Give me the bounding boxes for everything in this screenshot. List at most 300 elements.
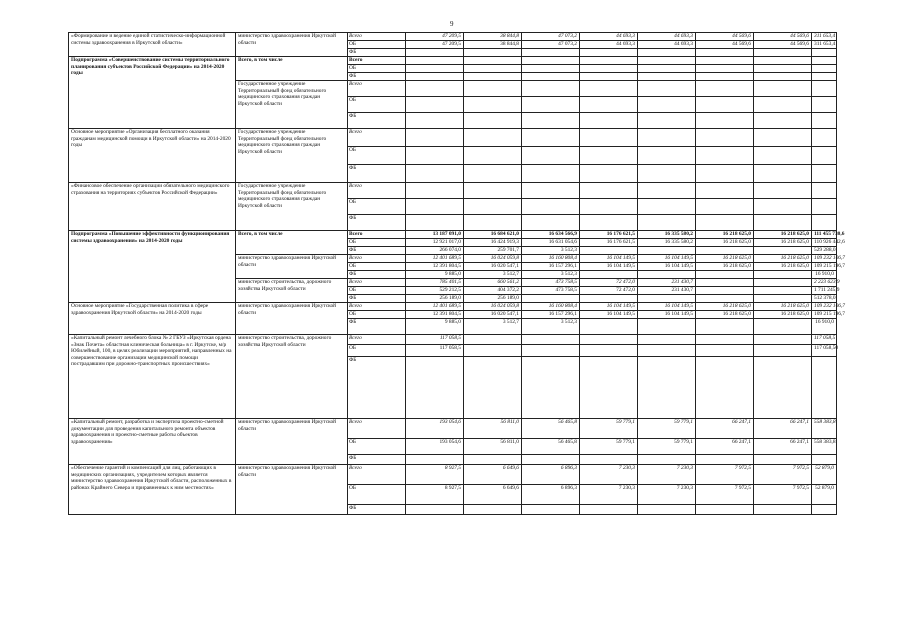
year-value-cell: 16 218 625,0: [696, 239, 754, 247]
year-value-cell: 44 569,6: [754, 41, 812, 49]
year-value-cell: [464, 455, 522, 465]
year-value-cell: 56 811,0: [464, 419, 522, 439]
year-value-cell: [580, 345, 638, 357]
year-value-cell: [522, 97, 580, 113]
budget-table: [68, 32, 845, 515]
year-value-cell: 16 218 625,0: [754, 263, 812, 271]
year-value-cell: [580, 335, 638, 345]
total-cell: 529 288,0: [812, 247, 837, 255]
year-value-cell: 12 391 804,5: [406, 311, 464, 319]
year-value-cell: [522, 57, 580, 65]
year-value-cell: 16 218 625,0: [754, 255, 812, 263]
year-value-cell: [696, 345, 754, 357]
year-value-cell: [406, 129, 464, 147]
activity-name: «Формирование и ведение единой статистическо-информационной системы здравоохранения в Иркутской области»: [69, 33, 236, 57]
year-value-cell: 8 927,5: [406, 465, 464, 485]
activity-name: «Капитальный ремонт, разработка и экспертиза проектно-сметной документации для проведения капитального ремонта объектов здравоохранения и проектно-сметные работы объектов здравоохранения»: [69, 419, 236, 465]
year-value-cell: [522, 505, 580, 515]
year-value-cell: [580, 215, 638, 231]
activity-name: Подпрограмма «Совершенствование системы территориального планирования субъектов Российской Федерации» на 2014-2020 годы: [69, 57, 236, 129]
executor-name: Всего, в том числе: [236, 231, 348, 255]
year-value-cell: [522, 165, 580, 183]
year-value-cell: [754, 295, 812, 303]
year-value-cell: [638, 319, 696, 335]
year-value-cell: [580, 57, 638, 65]
year-value-cell: 16 335 580,2: [638, 231, 696, 239]
year-value-cell: 16 024 059,8: [464, 255, 522, 263]
year-value-cell: [696, 247, 754, 255]
page-number: 9: [450, 20, 454, 28]
year-value-cell: 12 391 804,5: [406, 263, 464, 271]
year-value-cell: [580, 271, 638, 279]
executor-name: Государственное учреждение Территориальный фонд обязательного медицинского страхования граждан Иркутской области: [236, 183, 348, 231]
year-value-cell: 16 104 149,5: [638, 311, 696, 319]
year-value-cell: 3 512,3: [522, 247, 580, 255]
year-value-cell: [696, 57, 754, 65]
year-value-cell: 56 811,0: [464, 439, 522, 455]
year-value-cell: [638, 215, 696, 231]
total-cell: [812, 81, 837, 97]
funding-source: Всего: [348, 57, 406, 65]
year-value-cell: 259 701,7: [464, 247, 522, 255]
year-value-cell: [638, 295, 696, 303]
year-value-cell: [580, 505, 638, 515]
year-value-cell: 404 372,2: [464, 287, 522, 295]
year-value-cell: [406, 183, 464, 199]
total-cell: 109 232 106,7: [812, 255, 837, 263]
table-row: [69, 231, 837, 239]
funding-source: ФБ: [348, 49, 406, 57]
year-value-cell: [754, 247, 812, 255]
year-value-cell: [696, 165, 754, 183]
year-value-cell: 7 230,3: [580, 465, 638, 485]
year-value-cell: [522, 147, 580, 165]
funding-source: ФБ: [348, 165, 406, 183]
total-cell: [812, 97, 837, 113]
year-value-cell: [522, 65, 580, 73]
year-value-cell: [754, 199, 812, 215]
year-value-cell: [464, 129, 522, 147]
funding-source: ФБ: [348, 505, 406, 515]
year-value-cell: [638, 147, 696, 165]
total-cell: [812, 505, 837, 515]
year-value-cell: 44 693,3: [580, 41, 638, 49]
total-cell: [812, 65, 837, 73]
year-value-cell: [696, 335, 754, 345]
year-value-cell: 16 104 149,5: [638, 255, 696, 263]
year-value-cell: [522, 49, 580, 57]
funding-source: ОБ: [348, 439, 406, 455]
year-value-cell: [696, 113, 754, 129]
year-value-cell: [638, 73, 696, 81]
year-value-cell: [464, 199, 522, 215]
year-value-cell: [464, 183, 522, 199]
funding-source: ФБ: [348, 247, 406, 255]
total-cell: 16 910,0: [812, 271, 837, 279]
year-value-cell: 16 218 625,0: [754, 303, 812, 311]
executor-name: министерство здравоохранения Иркутской области: [236, 255, 348, 279]
year-value-cell: [580, 113, 638, 129]
year-value-cell: [522, 215, 580, 231]
year-value-cell: 59 779,1: [580, 419, 638, 439]
year-value-cell: [754, 455, 812, 465]
total-cell: 16 910,0: [812, 319, 837, 335]
funding-source: Всего: [348, 255, 406, 263]
year-value-cell: 72 472,0: [580, 287, 638, 295]
year-value-cell: [464, 165, 522, 183]
funding-source: ФБ: [348, 319, 406, 335]
year-value-cell: [638, 335, 696, 345]
total-cell: 558 383,8: [812, 439, 837, 455]
year-value-cell: 3 512,3: [522, 271, 580, 279]
year-value-cell: 16 218 625,0: [696, 231, 754, 239]
year-value-cell: [464, 505, 522, 515]
year-value-cell: [464, 49, 522, 57]
year-value-cell: [580, 319, 638, 335]
year-value-cell: [696, 271, 754, 279]
year-value-cell: 266 074,0: [406, 247, 464, 255]
year-value-cell: 785 401,5: [406, 279, 464, 287]
year-value-cell: 59 779,1: [580, 439, 638, 455]
year-value-cell: 38 844,8: [464, 33, 522, 41]
funding-source: Всего: [348, 33, 406, 41]
year-value-cell: [754, 335, 812, 345]
year-value-cell: 44 569,6: [754, 33, 812, 41]
year-value-cell: [638, 65, 696, 73]
year-value-cell: 44 569,6: [696, 41, 754, 49]
year-value-cell: [696, 295, 754, 303]
year-value-cell: [754, 271, 812, 279]
year-value-cell: [406, 165, 464, 183]
year-value-cell: 7 972,5: [754, 485, 812, 505]
year-value-cell: 16 104 149,5: [638, 263, 696, 271]
year-value-cell: [580, 147, 638, 165]
year-value-cell: 44 569,6: [696, 33, 754, 41]
year-value-cell: [754, 287, 812, 295]
total-cell: 512 378,0: [812, 295, 837, 303]
year-value-cell: [754, 147, 812, 165]
activity-name: Основное мероприятие «Государственная политика в сфере здравоохранения Иркутской области» на 2014-2020 годы: [69, 303, 236, 335]
year-value-cell: [522, 81, 580, 97]
year-value-cell: [754, 57, 812, 65]
year-value-cell: 9 885,0: [406, 319, 464, 335]
year-value-cell: 59 779,1: [638, 439, 696, 455]
year-value-cell: 193 054,6: [406, 439, 464, 455]
year-value-cell: [696, 73, 754, 81]
year-value-cell: [696, 319, 754, 335]
year-value-cell: [580, 199, 638, 215]
total-cell: 109 215 196,7: [812, 311, 837, 319]
year-value-cell: [580, 73, 638, 81]
year-value-cell: [406, 147, 464, 165]
year-value-cell: 16 104 149,5: [580, 311, 638, 319]
year-value-cell: [406, 215, 464, 231]
year-value-cell: 12 921 017,0: [406, 239, 464, 247]
year-value-cell: 66 247,1: [754, 439, 812, 455]
year-value-cell: [638, 357, 696, 419]
year-value-cell: 9 885,0: [406, 271, 464, 279]
year-value-cell: 660 561,2: [464, 279, 522, 287]
total-cell: [812, 49, 837, 57]
year-value-cell: [464, 215, 522, 231]
year-value-cell: 72 472,0: [580, 279, 638, 287]
year-value-cell: 256 189,0: [464, 295, 522, 303]
funding-source: ФБ: [348, 357, 406, 419]
activity-name: Основное мероприятие «Организация бесплатного оказания гражданам медицинской помощи в Иркутской области» на 2014-2020 годы: [69, 129, 236, 183]
total-cell: [812, 183, 837, 199]
year-value-cell: 7 230,3: [638, 485, 696, 505]
year-value-cell: [464, 335, 522, 345]
year-value-cell: [406, 357, 464, 419]
year-value-cell: 44 693,3: [580, 33, 638, 41]
year-value-cell: [522, 73, 580, 81]
year-value-cell: [696, 287, 754, 295]
year-value-cell: 16 634 566,9: [522, 231, 580, 239]
executor-name: министерство здравоохранения Иркутской области: [236, 465, 348, 515]
funding-source: Всего: [348, 183, 406, 199]
year-value-cell: [638, 455, 696, 465]
year-value-cell: 66 247,1: [696, 439, 754, 455]
year-value-cell: 117 058,5: [406, 335, 464, 345]
year-value-cell: 6 896,3: [522, 465, 580, 485]
year-value-cell: [464, 97, 522, 113]
table-row: [69, 335, 837, 345]
year-value-cell: 16 335 580,2: [638, 239, 696, 247]
funding-source: Всего: [348, 231, 406, 239]
year-value-cell: [580, 97, 638, 113]
total-cell: [812, 215, 837, 231]
total-cell: [812, 165, 837, 183]
year-value-cell: 16 218 625,0: [754, 239, 812, 247]
activity-name: «Обеспечение гарантий и компенсаций для лиц, работающих в медицинских организациях, учредителем которых является министерство здравоохранения Иркутской области, расположенных в районах Крайнего Севера и приравненных к ним местностях»: [69, 465, 236, 515]
year-value-cell: [638, 97, 696, 113]
year-value-cell: [464, 65, 522, 73]
funding-source: ФБ: [348, 271, 406, 279]
year-value-cell: 44 693,3: [638, 33, 696, 41]
year-value-cell: 16 218 625,0: [696, 311, 754, 319]
year-value-cell: [754, 165, 812, 183]
year-value-cell: 16 157 296,1: [522, 311, 580, 319]
year-value-cell: 59 779,1: [638, 419, 696, 439]
year-value-cell: [696, 279, 754, 287]
year-value-cell: [522, 455, 580, 465]
year-value-cell: 16 104 149,5: [638, 303, 696, 311]
year-value-cell: [638, 81, 696, 97]
year-value-cell: [638, 183, 696, 199]
year-value-cell: 12 401 689,5: [406, 303, 464, 311]
table-row: [69, 419, 837, 439]
funding-source: ОБ: [348, 147, 406, 165]
activity-name: «Капитальный ремонт лечебного блока № 2 ГБУЗ «Иркутская ордена «Знак Почета» областная клиническая больница» в г. Иркутске, м/р Юбилейный, 100, в целях реализации мероприятий, направленных на совершенствование организации медицинской помощи пострадавшим при дорожно-транспортных происшествиях»: [69, 335, 236, 419]
year-value-cell: 56 465,8: [522, 419, 580, 439]
year-value-cell: [696, 65, 754, 73]
year-value-cell: 473 758,5: [522, 287, 580, 295]
year-value-cell: 16 024 059,8: [464, 303, 522, 311]
year-value-cell: 16 160 808,4: [522, 255, 580, 263]
total-cell: 109 232 106,7: [812, 303, 837, 311]
year-value-cell: 16 157 296,1: [522, 263, 580, 271]
year-value-cell: 193 054,6: [406, 419, 464, 439]
year-value-cell: [638, 113, 696, 129]
funding-source: ФБ: [348, 295, 406, 303]
table-row: [69, 303, 837, 311]
year-value-cell: [638, 271, 696, 279]
activity-name: «Финансовое обеспечение организации обязательного медицинского страхования на территориях субъектов Российской Федерации»: [69, 183, 236, 231]
year-value-cell: [638, 129, 696, 147]
funding-source: ОБ: [348, 311, 406, 319]
year-value-cell: [754, 49, 812, 57]
table-row: [69, 129, 837, 147]
year-value-cell: [638, 165, 696, 183]
year-value-cell: [696, 215, 754, 231]
total-cell: 110 926 442,6: [812, 239, 837, 247]
year-value-cell: 473 758,5: [522, 279, 580, 287]
funding-source: Всего: [348, 335, 406, 345]
funding-source: ФБ: [348, 455, 406, 465]
year-value-cell: [754, 505, 812, 515]
year-value-cell: [696, 183, 754, 199]
year-value-cell: 7 230,3: [638, 465, 696, 485]
year-value-cell: 7 972,5: [696, 485, 754, 505]
executor-name: Государственное учреждение Территориальный фонд обязательного медицинского страхования граждан Иркутской области: [236, 129, 348, 183]
year-value-cell: 16 218 625,0: [696, 263, 754, 271]
year-value-cell: [754, 279, 812, 287]
funding-source: Всего: [348, 279, 406, 287]
year-value-cell: 16 631 054,6: [522, 239, 580, 247]
year-value-cell: [522, 199, 580, 215]
year-value-cell: [638, 49, 696, 57]
year-value-cell: [406, 199, 464, 215]
year-value-cell: 7 230,3: [580, 485, 638, 505]
year-value-cell: 7 972,5: [696, 465, 754, 485]
year-value-cell: [754, 65, 812, 73]
funding-source: Всего: [348, 303, 406, 311]
year-value-cell: [696, 505, 754, 515]
table-row: [69, 465, 837, 485]
funding-source: ОБ: [348, 97, 406, 113]
funding-source: ОБ: [348, 239, 406, 247]
year-value-cell: [580, 165, 638, 183]
year-value-cell: 529 212,5: [406, 287, 464, 295]
year-value-cell: [406, 49, 464, 57]
year-value-cell: 16 104 149,5: [580, 255, 638, 263]
year-value-cell: [580, 81, 638, 97]
year-value-cell: [696, 81, 754, 97]
total-cell: 2 223 623,9: [812, 279, 837, 287]
year-value-cell: [638, 345, 696, 357]
total-cell: [812, 147, 837, 165]
year-value-cell: [696, 97, 754, 113]
year-value-cell: 6 896,3: [522, 485, 580, 505]
year-value-cell: [522, 345, 580, 357]
year-value-cell: [522, 113, 580, 129]
year-value-cell: 16 104 149,5: [580, 263, 638, 271]
executor-name: Государственное учреждение Территориальный фонд обязательного медицинского страхования граждан Иркутской области: [236, 81, 348, 129]
year-value-cell: [464, 345, 522, 357]
year-value-cell: 13 187 091,0: [406, 231, 464, 239]
year-value-cell: 16 218 625,0: [754, 231, 812, 239]
year-value-cell: [580, 65, 638, 73]
year-value-cell: 6 649,6: [464, 465, 522, 485]
year-value-cell: [754, 113, 812, 129]
year-value-cell: [580, 455, 638, 465]
year-value-cell: 6 649,6: [464, 485, 522, 505]
year-value-cell: [464, 57, 522, 65]
year-value-cell: [754, 81, 812, 97]
total-cell: 311 653,4: [812, 41, 837, 49]
year-value-cell: 44 693,3: [638, 41, 696, 49]
year-value-cell: [580, 295, 638, 303]
year-value-cell: 66 247,1: [754, 419, 812, 439]
year-value-cell: 231 430,7: [638, 279, 696, 287]
funding-source: ФБ: [348, 215, 406, 231]
funding-source: Всего: [348, 419, 406, 439]
year-value-cell: [754, 97, 812, 113]
funding-source: ОБ: [348, 287, 406, 295]
total-cell: 558 383,8: [812, 419, 837, 439]
year-value-cell: 12 401 689,5: [406, 255, 464, 263]
year-value-cell: 16 104 149,5: [580, 303, 638, 311]
year-value-cell: [754, 215, 812, 231]
total-cell: 311 653,4: [812, 33, 837, 41]
executor-name: Всего, в том числе: [236, 57, 348, 81]
year-value-cell: 16 160 808,4: [522, 303, 580, 311]
year-value-cell: [580, 49, 638, 57]
year-value-cell: [406, 455, 464, 465]
year-value-cell: [754, 73, 812, 81]
year-value-cell: [754, 357, 812, 419]
year-value-cell: [464, 357, 522, 419]
year-value-cell: 3 512,7: [464, 319, 522, 335]
year-value-cell: [580, 357, 638, 419]
total-cell: [812, 357, 837, 419]
year-value-cell: 117 058,5: [406, 345, 464, 357]
year-value-cell: [464, 81, 522, 97]
funding-source: ОБ: [348, 65, 406, 73]
total-cell: [812, 129, 837, 147]
year-value-cell: [406, 97, 464, 113]
funding-source: ОБ: [348, 41, 406, 49]
year-value-cell: [464, 113, 522, 129]
funding-source: ФБ: [348, 113, 406, 129]
year-value-cell: [522, 129, 580, 147]
year-value-cell: 47 209,5: [406, 41, 464, 49]
year-value-cell: [696, 129, 754, 147]
year-value-cell: [522, 357, 580, 419]
year-value-cell: [406, 57, 464, 65]
year-value-cell: [754, 319, 812, 335]
total-cell: 117 058,50: [812, 345, 837, 357]
funding-source: Всего: [348, 81, 406, 97]
executor-name: министерство строительства, дорожного хозяйства Иркутской области: [236, 335, 348, 419]
year-value-cell: [580, 247, 638, 255]
year-value-cell: [406, 81, 464, 97]
year-value-cell: [522, 295, 580, 303]
funding-source: Всего: [348, 129, 406, 147]
year-value-cell: [696, 49, 754, 57]
year-value-cell: [522, 335, 580, 345]
year-value-cell: 38 844,8: [464, 41, 522, 49]
year-value-cell: 47 073,2: [522, 41, 580, 49]
year-value-cell: 47 209,5: [406, 33, 464, 41]
year-value-cell: [522, 183, 580, 199]
total-cell: 117 058,5: [812, 335, 837, 345]
year-value-cell: 16 176 621,5: [580, 239, 638, 247]
year-value-cell: [406, 505, 464, 515]
year-value-cell: 16 020 547,1: [464, 263, 522, 271]
table-row: [69, 183, 837, 199]
total-cell: 111 455 730,6: [812, 231, 837, 239]
